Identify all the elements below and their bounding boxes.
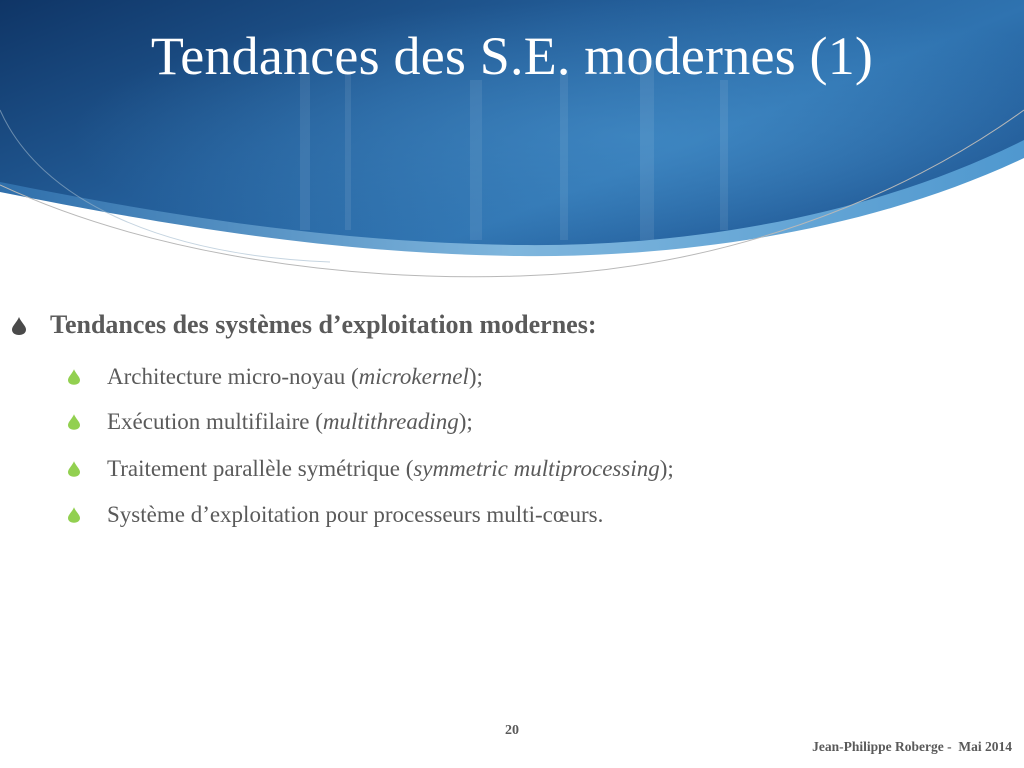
- slide-title: Tendances des S.E. modernes (1): [150, 26, 874, 86]
- sub-bullet-smp: [68, 456, 674, 482]
- sub-bullet-text: [107, 364, 483, 390]
- sub-bullet-text-plain: Traitement parallèle symétrique (: [107, 456, 414, 481]
- sub-bullet-text-italic: microkernel: [358, 364, 469, 389]
- sub-bullet-text-end: );: [458, 409, 473, 434]
- green-drop-bullet-icon: [68, 414, 80, 430]
- green-drop-bullet-icon: [68, 369, 80, 385]
- sub-bullet-text-plain: Système d’exploitation pour processeurs multi-cœurs.: [107, 502, 604, 527]
- sub-bullet-text-end: );: [659, 456, 674, 481]
- green-drop-bullet-icon: [68, 507, 80, 523]
- sub-bullet-multicore: [68, 502, 603, 528]
- sub-bullet-text-plain: Architecture micro-noyau (: [107, 364, 359, 389]
- sub-bullet-microkernel: [68, 364, 483, 390]
- page-number: 20: [505, 723, 519, 738]
- green-drop-bullet-icon: [68, 461, 80, 477]
- sub-bullet-multithreading: [68, 409, 473, 435]
- footer-author-date: Jean-Philippe Roberge - Mai 2014: [812, 739, 1012, 754]
- sub-bullet-text-italic: multithreading: [322, 409, 459, 434]
- drop-bullet-icon: [12, 317, 26, 335]
- sub-bullet-text: [107, 456, 674, 482]
- sub-bullet-text: [107, 502, 603, 528]
- main-bullet-text: Tendances des systèmes d’exploitation modernes:: [50, 310, 597, 339]
- sub-bullet-text-plain: Exécution multifilaire (: [107, 409, 323, 434]
- sub-bullet-text-italic: symmetric multiprocessing: [413, 456, 660, 481]
- main-bullet: [12, 310, 596, 340]
- sub-bullet-text: [107, 409, 473, 435]
- sub-bullet-text-end: );: [468, 364, 483, 389]
